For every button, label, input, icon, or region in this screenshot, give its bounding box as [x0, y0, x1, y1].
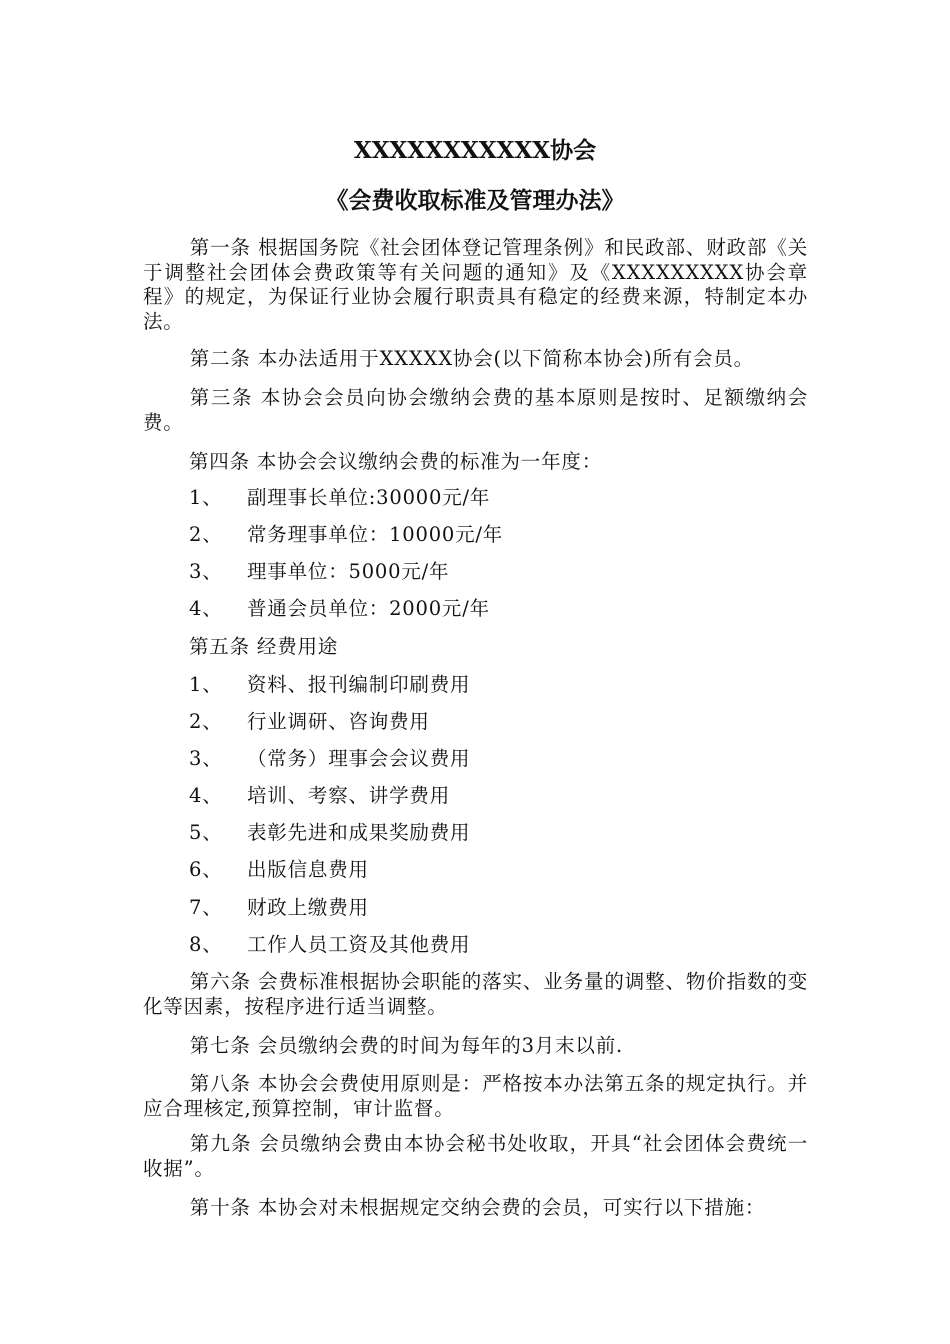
expense-item-text: 财政上缴费用 [247, 896, 369, 919]
article-8: 第八条 本协会会费使用原则是：严格按本办法第五条的规定执行。并应合理核定,预算控制，审计监督。 [143, 1072, 808, 1120]
expense-item-number: 2、 [189, 710, 223, 733]
fee-item-text: 普通会员单位：2000元/年 [247, 597, 490, 620]
article-2: 第二条 本办法适用于XXXXX协会(以下简称本协会)所有会员。 [189, 347, 754, 370]
fee-item-text: 常务理事单位：10000元/年 [247, 523, 504, 546]
expense-item-number: 7、 [189, 896, 223, 919]
article-3: 第三条 本协会会员向协会缴纳会费的基本原则是按时、足额缴纳会费。 [143, 386, 808, 434]
fee-item-number: 4、 [189, 597, 223, 620]
fee-item-number: 1、 [189, 486, 223, 509]
expense-item-number: 6、 [189, 858, 223, 881]
expense-item-number: 3、 [189, 747, 223, 770]
expense-item-number: 1、 [189, 673, 223, 696]
article-10: 第十条 本协会对未根据规定交纳会费的会员，可实行以下措施： [189, 1196, 766, 1219]
expense-item-text: 出版信息费用 [247, 858, 369, 881]
expense-item-text: 培训、考察、讲学费用 [247, 784, 451, 807]
fee-item-number: 3、 [189, 560, 223, 583]
article-5: 第五条 经费用途 [189, 635, 339, 658]
article-7: 第七条 会员缴纳会费的时间为每年的3月末以前. [189, 1034, 624, 1057]
article-9: 第九条 会员缴纳会费由本协会秘书处收取，开具“社会团体会费统一收据”。 [143, 1132, 808, 1180]
expense-item-text: 工作人员工资及其他费用 [247, 933, 471, 956]
article-6: 第六条 会费标准根据协会职能的落实、业务量的调整、物价指数的变化等因素，按程序进行适当调整。 [143, 970, 808, 1018]
expense-item-text: （常务）理事会会议费用 [247, 747, 471, 770]
expense-item-text: 资料、报刊编制印刷费用 [247, 673, 471, 696]
fee-item-number: 2、 [189, 523, 223, 546]
fee-item-text: 副理事长单位:30000元/年 [247, 486, 491, 509]
article-4: 第四条 本协会会议缴纳会费的标准为一年度： [189, 450, 602, 473]
document-subtitle: 《会费收取标准及管理办法》 [325, 187, 625, 214]
fee-item-text: 理事单位：5000元/年 [247, 560, 450, 583]
article-1: 第一条 根据国务院《社会团体登记管理条例》和民政部、财政部《关于调整社会团体会费政策等有关问题的通知》及《XXXXXXXXX协会章程》的规定，为保证行业协会履行职责具有稳定的经费来源，特制定本办法。 [143, 236, 808, 333]
document-title: XXXXXXXXXXX协会 [353, 137, 597, 164]
expense-item-number: 5、 [189, 821, 223, 844]
expense-item-number: 8、 [189, 933, 223, 956]
expense-item-number: 4、 [189, 784, 223, 807]
expense-item-text: 表彰先进和成果奖励费用 [247, 821, 471, 844]
expense-item-text: 行业调研、咨询费用 [247, 710, 430, 733]
